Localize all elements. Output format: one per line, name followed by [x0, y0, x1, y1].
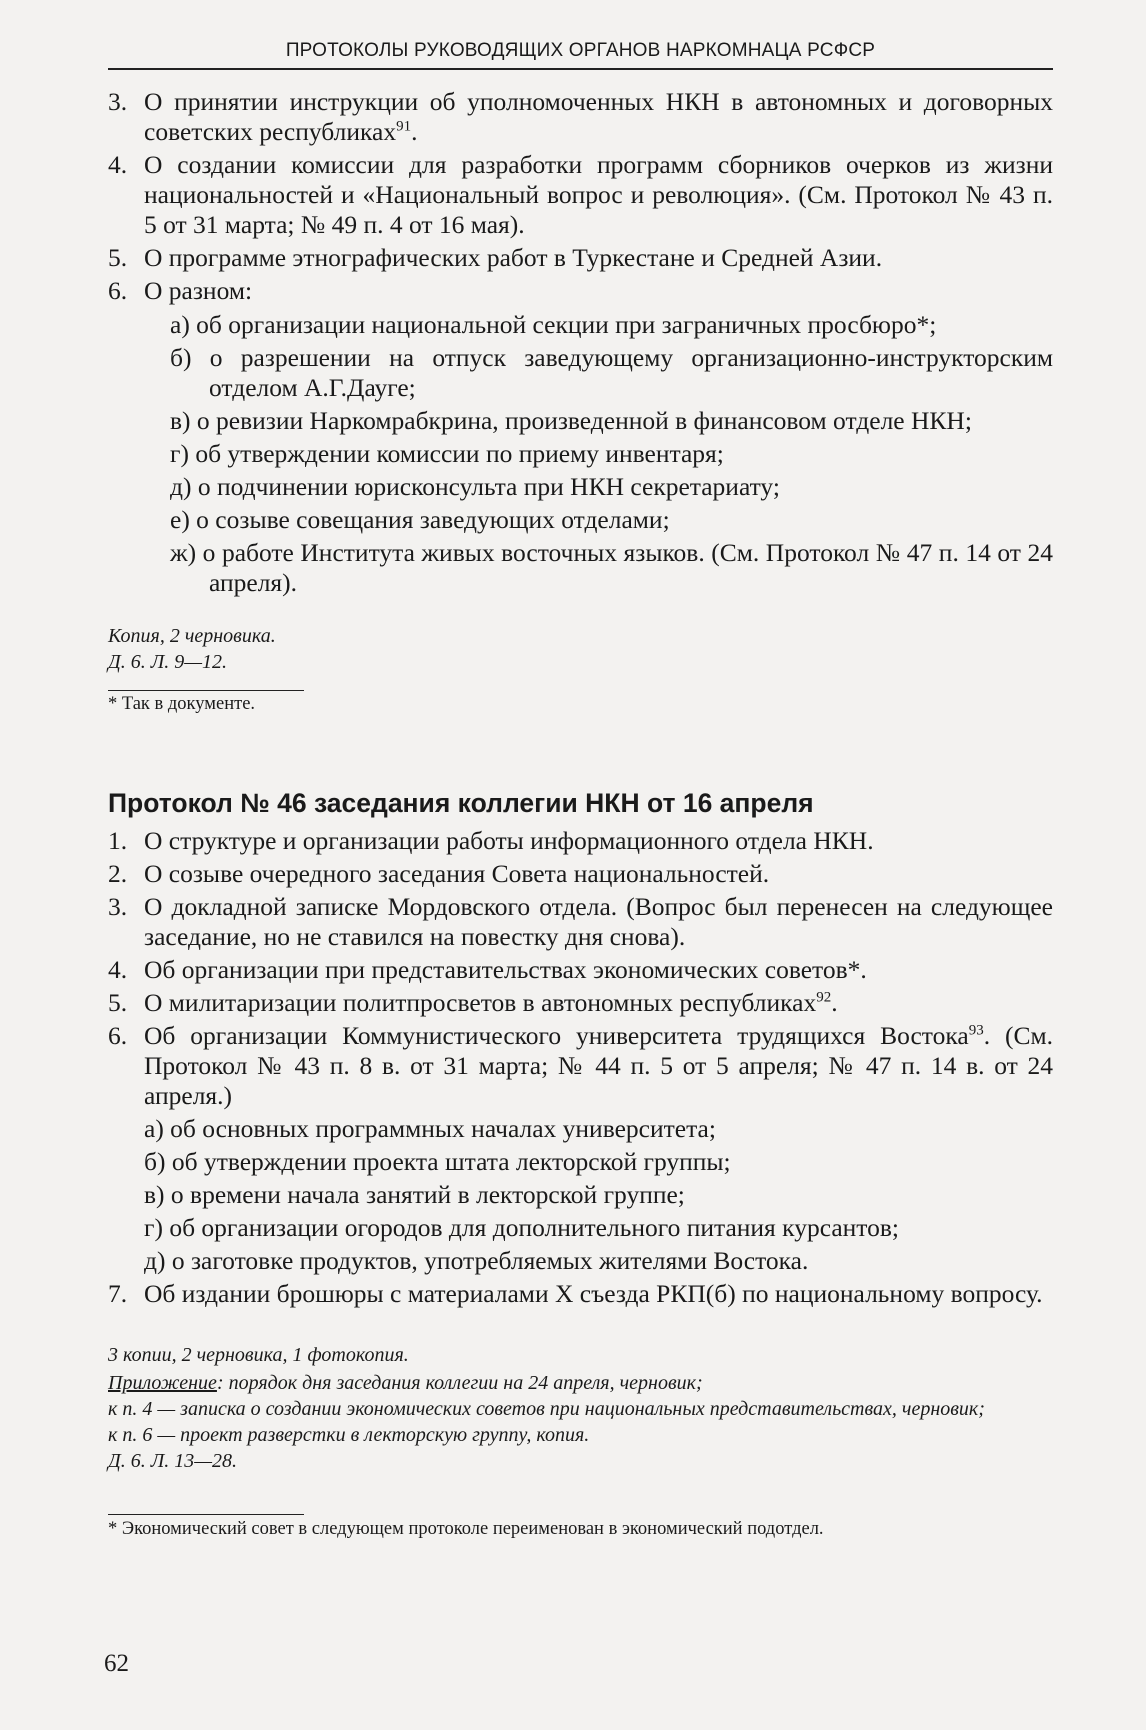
- list-item: 3. О принятии инструкции об уполномоченных НКН в автономных и договорных советских республиках$^{91}$.: [108, 87, 1053, 146]
- appendix-line: Приложение: порядок дня заседания коллегии на 24 апреля, черновик;: [108, 1372, 703, 1394]
- sub-item: ж) о работе Института живых восточных языков. (См. Протокол № 47 п. 14 от 24 апреля).: [170, 538, 1053, 597]
- section-heading: Протокол № 46 заседания коллегии НКН от 16 апреля: [108, 788, 814, 818]
- sub-item: а) об основных программных началах университета;: [144, 1114, 716, 1143]
- footnote: * Так в документе.: [108, 694, 256, 714]
- list-item: 5. О программе этнографических работ в Туркестане и Средней Азии.: [108, 243, 883, 272]
- sub-item: г) об утверждении комиссии по приему инвентаря;: [170, 439, 724, 468]
- footnote-rule: [108, 1514, 304, 1515]
- sub-item: в) о ревизии Наркомрабкрина, произведенной в финансовом отделе НКН;: [170, 406, 972, 435]
- archive-note: Копия, 2 черновика. Д. 6. Л. 9—12.: [108, 625, 276, 673]
- sub-item: б) о разрешении на отпуск заведующему организационно-инструкторским отделом А.Г.Дауге;: [170, 343, 1053, 402]
- sub-item: д) о подчинении юрисконсульта при НКН секретариату;: [170, 472, 780, 501]
- running-head: ПРОТОКОЛЫ РУКОВОДЯЩИХ ОРГАНОВ НАРКОМНАЦА РСФСР: [285, 40, 876, 61]
- sub-item: в) о времени начала занятий в лекторской группе;: [144, 1180, 685, 1209]
- footnote-rule: [108, 690, 304, 691]
- list-item: 5. О милитаризации политпросветов в автономных республиках$^{92}$.: [108, 988, 838, 1017]
- list-item: 6. О разном:: [108, 276, 253, 305]
- footnote: * Экономический совет в следующем протоколе переименован в экономический подотдел.: [108, 1519, 824, 1539]
- list-item: 4. Об организации при представительствах экономических советов*.: [108, 955, 867, 984]
- list-item: 4. О создании комиссии для разработки программ сборников очерков из жизни национальностей и «Национальный вопрос и революция». (См. Протокол № 43 п. 5 от 31 марта; № 49 п. 4 от 16 мая).: [108, 150, 1053, 239]
- list-item: 2. О созыве очередного заседания Совета национальностей.: [108, 859, 770, 888]
- sub-item: д) о заготовке продуктов, употребляемых жителями Востока.: [144, 1246, 809, 1275]
- list-item: 3. О докладной записке Мордовского отдела. (Вопрос был перенесен на следующее заседание, но не ставился на повестку дня снова).: [108, 892, 1053, 951]
- sub-item: е) о созыве совещания заведующих отделами;: [170, 505, 670, 534]
- list-item: 1. О структуре и организации работы информационного отдела НКН.: [108, 826, 874, 855]
- sub-item: г) об организации огородов для дополнительного питания курсантов;: [144, 1213, 899, 1242]
- protocol46-archive-note: 3 копии, 2 черновика, 1 фотокопия. Приложение: порядок дня заседания коллегии на 24 апреля, черновик; к п. 4 — записка о создании экономических советов при национальных представительствах, черновик; к п. 6 — проект разверстки в лекторскую группу, копия. Д. 6. Л. 13—28.: [108, 1342, 1053, 1474]
- protocol46-agenda-list: [108, 826, 1053, 1309]
- list-item: 7. Об издании брошюры с материалами X съезда РКП(б) по национальному вопросу.: [108, 1279, 1043, 1308]
- list-item: 6. Об организации Коммунистического университета трудящихся Востока$^{93}$. (См. Протокол № 43 п. 8 в. от 31 марта; № 44 п. 5 от 5 апреля; № 47 п. 14 в. от 24 апреля.): [108, 1021, 1053, 1110]
- sub-item: а) об организации национальной секции при заграничных просбюро*;: [170, 310, 937, 339]
- page-number: 62: [104, 1650, 129, 1677]
- sub-item: б) об утверждении проекта штата лекторской группы;: [144, 1147, 731, 1176]
- top-agenda-list: [108, 87, 1053, 598]
- header-rule: [108, 68, 1053, 70]
